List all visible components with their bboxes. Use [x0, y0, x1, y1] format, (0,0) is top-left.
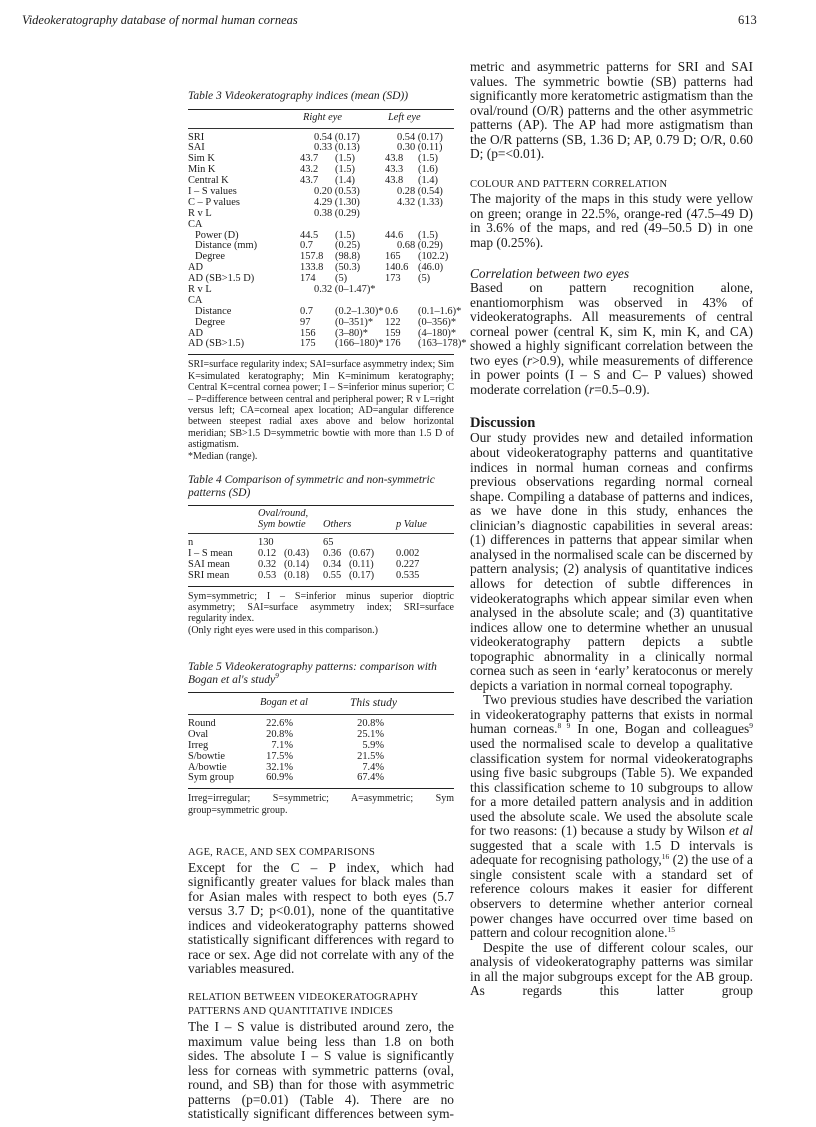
table-4-footnote: Sym=symmetric; I – S=inferior minus superior dioptric asymmetry; SAI=surface asymmetry index; SRI=surface regularity index.: [188, 590, 454, 625]
row-label: AD: [188, 327, 204, 339]
right-eye-sd: (5): [335, 273, 348, 285]
left-eye-sd: (102.2): [418, 251, 449, 263]
left-eye-sd: (5): [418, 273, 431, 285]
left-eye-mean: 122: [385, 316, 401, 328]
table-row: [188, 773, 454, 784]
paragraph-colour: The majority of the maps in this study were yellow on green; orange in 22.5%, orange-red (47.5–49 D) in 3.6% of the maps, and red (49–50.5 D) in one map (0.25%).: [470, 191, 753, 251]
col-header-sym-bowtie: Sym bowtie: [258, 519, 306, 530]
table-5-footnote: Irreg=irregular; S=symmetric; A=asymmetric; Sym group=symmetric group.: [188, 793, 454, 816]
bogan-value: 7.1%: [271, 739, 293, 751]
table-row: [188, 338, 467, 350]
right-eye-sd: (98.8): [335, 251, 361, 263]
paragraph-relation: The I – S value is distributed around zero, the maximum value being less than 1.8 on both sides. The absolute I – S value is significantly less for corneas with symmetric patterns (oval, round, and SB) than for those with asymmetric patterns (p=0.01) (Table 4). There are no statistically significant differences between sym-: [188, 1019, 454, 1122]
this-study-value: 25.1%: [357, 728, 384, 740]
row-label: R v L: [188, 283, 212, 295]
left-eye-sd: (1.4): [418, 175, 438, 187]
table-row: [188, 730, 454, 741]
text: =0.5–0.9).: [594, 381, 650, 397]
left-eye-sd: (4–180)*: [418, 327, 457, 339]
table-row: [188, 143, 454, 154]
text: Two previous studies have described the variation in videokeratography patterns that exists in normal human corneas.: [470, 692, 753, 737]
left-eye-mean: 43.8: [385, 175, 404, 187]
table-5-body: [188, 719, 454, 784]
row-label: R v L: [188, 207, 212, 219]
left-eye-sd: (46.0): [418, 262, 444, 274]
row-label: CA: [188, 218, 203, 230]
others-mean: 0.34: [323, 558, 342, 570]
others-mean: 0.55: [323, 569, 342, 581]
left-eye-value: 0.54 (0.17): [397, 131, 443, 143]
right-eye-mean: 0.7: [300, 240, 313, 252]
running-title: Videokeratography database of normal human corneas: [22, 13, 298, 27]
right-eye-value: 4.29 (1.30): [314, 196, 360, 208]
reference-superscript: 8 9: [557, 721, 571, 731]
right-eye-mean: 0.7: [300, 305, 313, 317]
this-study-value: 20.8%: [357, 718, 384, 729]
left-eye-sd: (0.1–1.6)*: [418, 305, 462, 317]
row-label: C – P values: [188, 196, 240, 208]
p-value: 0.227: [396, 558, 420, 570]
left-eye-mean: 0.6: [385, 305, 398, 317]
right-eye-mean: 174: [300, 273, 316, 285]
table-row: [188, 571, 454, 582]
row-label: Degree: [195, 251, 225, 263]
row-label: I – S mean: [188, 547, 233, 559]
reference-superscript: 9: [275, 670, 279, 680]
table-4-caption: Table 4 Comparison of symmetric and non-symmetric patterns (SD): [188, 474, 435, 499]
others-sd: (0.67): [349, 547, 375, 559]
row-label: Min K: [188, 164, 216, 176]
table-row: [188, 209, 454, 220]
bogan-value: 22.6%: [266, 718, 293, 729]
row-label: Sim K: [188, 153, 215, 165]
col-header-left-eye: Left eye: [388, 111, 421, 123]
right-eye-sd: (50.3): [335, 262, 361, 274]
p-value: 0.002: [396, 547, 420, 559]
table-3-caption: Table 3 Videokeratography indices (mean (SD)): [188, 90, 409, 102]
rule: [188, 533, 454, 534]
left-eye-value: 0.30 (0.11): [397, 142, 443, 154]
col-header-this-study: This study: [350, 697, 397, 709]
bogan-value: 32.1%: [266, 761, 293, 773]
row-label: SRI mean: [188, 569, 230, 581]
reference-superscript: 16: [661, 852, 670, 862]
bogan-value: 60.9%: [266, 772, 293, 784]
left-eye-sd: (163–178)*: [418, 338, 467, 350]
table-row: [188, 316, 457, 329]
table-row: [188, 285, 454, 296]
right-eye-value: 0.54 (0.17): [314, 131, 360, 143]
paragraph-age: Except for the C – P index, which had significantly greater values for black males than for Asian males with respect to both eyes (5.7 versus 3.7 D; p<0.01), none of the quantitative indices and videokeratography patterns showed statistically significant differences with regard to race or sex. Age did not correlate with any of the variables measured.: [188, 859, 454, 977]
row-label: AD: [188, 262, 204, 274]
left-eye-mean: 43.8: [385, 153, 404, 165]
left-eye-value: 0.28 (0.54): [397, 185, 443, 197]
rule: [188, 354, 454, 355]
row-label: SAI mean: [188, 558, 230, 570]
left-eye-sd: (1.5): [418, 229, 438, 241]
text: Based on pattern recognition alone, enantiomorphism was observed in 43% of videokeratographs. All measurements of central corneal power (central K, sim K, min K, and CA) showed a highly significant correlation between the two eyes (: [470, 280, 753, 368]
right-text: [470, 60, 753, 999]
left-eye-mean: 140.6: [385, 262, 409, 274]
sym-mean: 0.32: [258, 558, 277, 570]
left-eye-mean: 159: [385, 327, 401, 339]
left-eye-mean: 165: [385, 251, 401, 263]
rule: [188, 128, 454, 129]
table-row: [188, 741, 454, 752]
sym-mean: 0.12: [258, 547, 277, 559]
table-row: [188, 305, 462, 318]
section-heading-age-race-sex: AGE, RACE, AND SEX COMPARISONS: [188, 847, 376, 858]
paragraph-discussion-2: [470, 693, 753, 940]
section-heading-colour: COLOUR AND PATTERN CORRELATION: [470, 178, 668, 190]
left-eye-mean: 176: [385, 338, 401, 350]
row-label: Degree: [195, 316, 225, 328]
row-label: I – S values: [188, 185, 237, 197]
rule: [188, 788, 454, 789]
right-eye-mean: 43.2: [300, 164, 319, 176]
row-label: Sym group: [188, 772, 234, 784]
italic-r: r: [588, 381, 595, 397]
text: suggested that a scale with 1.5 D intervals is adequate for recognising pathology,: [470, 837, 753, 868]
right-eye-sd: (0.25): [335, 240, 361, 252]
right-eye-sd: (166–180)*: [335, 338, 384, 350]
rule: [188, 505, 454, 506]
sym-mean: 0.53: [258, 569, 277, 581]
right-eye-mean: 156: [300, 327, 316, 339]
row-label: SRI: [188, 131, 205, 143]
row-label: AD (SB>1.5): [188, 338, 245, 350]
left-eye-sd: (1.5): [418, 153, 438, 165]
right-eye-mean: 157.8: [300, 251, 324, 263]
table-5: [188, 661, 454, 816]
rule: [188, 692, 454, 693]
sym-mean: 130: [258, 537, 274, 548]
reference-superscript: 15: [667, 925, 675, 935]
table-3: [188, 90, 467, 462]
left-eye-value: 0.68 (0.29): [397, 240, 443, 252]
others-mean: 0.36: [323, 547, 342, 559]
text: >0.9), while measurements of difference in power points (I – S and C– P values) showed moderate correlation (: [470, 352, 753, 397]
right-eye-mean: 43.7: [300, 175, 319, 187]
table-4-footnote-note: (Only right eyes were used in this comparison.): [188, 624, 378, 636]
italic-et-al: et al: [729, 823, 753, 839]
row-label: SAI: [188, 142, 205, 154]
right-eye-sd: (3–80)*: [335, 327, 368, 339]
paragraph-relation-continued: metric and asymmetric patterns for SRI and SAI values. The symmetric bowtie (SB) patterns had significantly more keratometric astigmatism than the oval/round (O/R) patterns and the other asymmetric patterns (AP). The AP had more astigmatism than the O/R patterns (SB, 1.36 D; AP, 0.79 D; O/R, 0.60 D; (p=<0.01).: [470, 59, 753, 162]
table-5-caption: [188, 661, 454, 686]
others-sd: (0.11): [349, 558, 374, 570]
right-eye-sd: (0.2–1.30)*: [335, 305, 384, 317]
left-eye-sd: (0–356)*: [418, 316, 457, 328]
left-eye-mean: 44.6: [385, 229, 404, 241]
right-eye-value: 0.20 (0.53): [314, 185, 360, 197]
right-eye-mean: 175: [300, 338, 316, 350]
row-label: AD (SB>1.5 D): [188, 273, 255, 285]
p-value: 0.535: [396, 569, 420, 581]
right-eye-mean: 97: [300, 316, 311, 328]
sym-sd: (0.14): [284, 558, 310, 570]
others-sd: (0.17): [349, 569, 375, 581]
bogan-value: 17.5%: [266, 750, 293, 762]
section-heading-discussion: Discussion: [470, 415, 536, 432]
this-study-value: 7.4%: [362, 761, 384, 773]
paragraph-correlation: [470, 281, 753, 397]
this-study-value: 67.4%: [357, 772, 384, 784]
right-eye-sd: (1.5): [335, 164, 355, 176]
page-number: 613: [738, 13, 757, 27]
right-eye-value: 0.32 (0–1.47)*: [314, 283, 376, 295]
text: In one, Bogan and colleagues: [570, 721, 750, 737]
right-eye-sd: (1.5): [335, 229, 355, 241]
sym-sd: (0.43): [284, 547, 310, 559]
row-label: n: [188, 537, 194, 548]
table-row: [188, 154, 454, 165]
row-label: Distance: [195, 305, 232, 317]
row-label: CA: [188, 294, 203, 306]
left-eye-sd: (1.6): [418, 164, 438, 176]
right-eye-value: 0.33 (0.13): [314, 142, 360, 154]
right-eye-sd: (0–351)*: [335, 316, 374, 328]
italic-r: r: [526, 352, 533, 368]
rule: [188, 586, 454, 587]
sym-sd: (0.18): [284, 569, 310, 581]
table-3-footnote-median: *Median (range).: [188, 450, 258, 462]
paragraph-discussion-1: Our study provides new and detailed information about videokeratography patterns and quantitative indices in normal human corneas and confirms previous observations regarding normal corneal shape. Compiling a database of patterns and indices, as we have done in this study, enhances the clinician’s diagnostic capabilities in several areas: (1) differences in patterns that appear similar when analysed in the normalised scale can be discerned by pattern analysis; (2) analysis of quantitative indices allows for detection of subtle differences in videokeratographs which appear similar even when analysed in the absolute scale; and (3) quantitative indices allow one to determine whether an unusual videokeratography pattern depicts a subtle topographic abnormality in a clinically normal cornea such as seen in ‘early’ keratoconus or merely depicts a variation in normal corneal topography.: [470, 430, 753, 693]
right-eye-mean: 44.5: [300, 229, 319, 241]
row-label: Oval: [188, 728, 209, 740]
left-eye-mean: 43.3: [385, 164, 404, 176]
table-3-footnote: SRI=surface regularity index; SAI=surface asymmetry index; Sim K=simulated keratography; Min K=minimum keratography; Central K=central cornea power; I – S=inferior minus superior; C – P=difference between central and peripheral power; R v L=right versus left; CA=corneal apex location; AD=angular difference between steepest radial axes above and below horizontal meridian; SB>1.5 D=symmetric bowtie with more than 1.5 D of astigmatism.: [188, 359, 454, 451]
left-eye-mean: 173: [385, 273, 401, 285]
col-header-bogan: Bogan et al: [260, 697, 308, 708]
right-eye-sd: (1.5): [335, 153, 355, 165]
rule: [188, 109, 454, 110]
col-header-others: Others: [323, 519, 352, 530]
row-label: A/bowtie: [188, 761, 227, 773]
table-row: [188, 752, 454, 763]
row-label: Central K: [188, 175, 229, 187]
caption-text: Table 5 Videokeratography patterns: comparison with Bogan et al's study: [188, 661, 437, 686]
right-eye-value: 0.38 (0.29): [314, 207, 360, 219]
bogan-value: 20.8%: [266, 728, 293, 740]
row-label: Power (D): [195, 229, 239, 241]
right-eye-mean: 133.8: [300, 262, 324, 274]
right-eye-mean: 43.7: [300, 153, 319, 165]
paragraph-discussion-3: Despite the use of different colour scales, our analysis of videokeratography patterns was similar in all the major subgroups except for the AB group. As regards this latter group: [470, 939, 753, 999]
col-header-oval-round: Oval/round,: [258, 508, 309, 519]
this-study-value: 5.9%: [362, 739, 384, 751]
table-3-body: [188, 131, 467, 351]
text: used the normalised scale to develop a qualitative classification system for normal videokeratographs using five basic subgroups (Table 5). We expanded this classification scheme to 10 subgroups to allow for a more detailed pattern analysis and in addition used the absolute scale. We used the absolute scale for two reasons: (1) because a study by Wilson: [470, 735, 753, 839]
others-mean: 65: [323, 537, 334, 548]
reference-superscript: 9: [749, 721, 753, 731]
table-4-body: [188, 538, 454, 582]
left-text: [188, 846, 454, 1122]
row-label: Distance (mm): [195, 240, 258, 252]
col-header-right-eye: Right eye: [303, 111, 342, 123]
this-study-value: 21.5%: [357, 750, 384, 762]
table-row: [188, 220, 454, 231]
row-label: S/bowtie: [188, 750, 225, 762]
rule: [188, 714, 454, 715]
text: (2) the use of a single consistent scale with a standard set of reference colours makes it easier for different observers to determine whether anterior corneal power changes have occurred over time based on pattern and colour recognition alone.: [470, 852, 753, 941]
right-eye-sd: (1.4): [335, 175, 355, 187]
section-heading-relation: RELATION BETWEEN VIDEOKERATOGRAPHY PATTERNS AND QUANTITATIVE INDICES: [188, 991, 419, 1018]
table-row: [188, 719, 454, 730]
table-4: [188, 474, 454, 636]
left-eye-value: 4.32 (1.33): [397, 196, 443, 208]
row-label: Irreg: [188, 739, 209, 751]
col-header-p-value: p Value: [396, 519, 427, 530]
row-label: Round: [188, 718, 216, 729]
section-heading-correlation: Correlation between two eyes: [470, 265, 630, 281]
